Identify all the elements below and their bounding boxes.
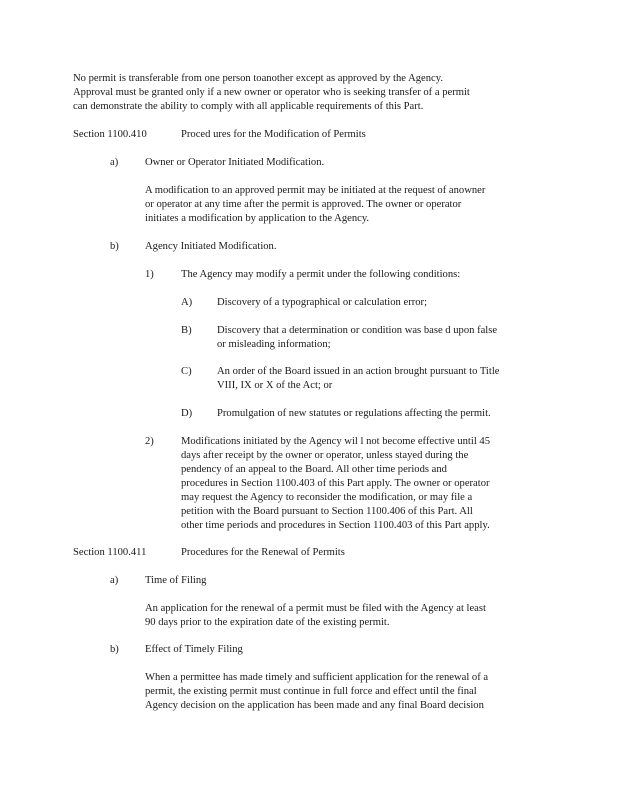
subitem-label-B: B) [181,325,192,336]
body-line: Agency decision on the application has been made and any final Board decision [145,700,484,711]
subsection-heading-time-of-filing: Time of Filing [145,575,207,586]
body-line: or operator at any time after the permit is approved. The owner or operator [145,199,462,210]
body-line: petition with the Board pursuant to Section 1100.406 of this Part. All [181,506,473,517]
body-line: An order of the Board issued in an action brought pursuant to Title [217,366,500,377]
section-410-number: Section 1100.410 [73,129,147,140]
body-line: Promulgation of new statutes or regulations affecting the permit. [217,408,491,419]
body-line: days after receipt by the owner or operator, unless stayed during the [181,450,469,461]
subitem-label-C: C) [181,366,192,377]
intro-line: can demonstrate the ability to comply with all applicable requirements of this Part. [73,101,424,112]
subsection-label-a: a) [110,575,119,586]
body-line: Discovery that a determination or condition was base d upon false [217,325,498,336]
body-line: Modifications initiated by the Agency wil l not become effective until 45 [181,436,491,447]
subsection-b-body [145,671,537,713]
item-2-body [181,435,537,533]
body-line: initiates a modification by application to the Agency. [145,213,370,224]
subitem-D-body [217,407,537,421]
subsection-a-body [145,602,537,630]
body-line: 90 days prior to the expiration date of the existing permit. [145,617,390,628]
body-line: procedures in Section 1100.403 of this Part apply. The owner or operator [181,478,490,489]
item-text-1: The Agency may modify a permit under the following conditions: [181,269,461,280]
body-line: A modification to an approved permit may be initiated at the request of anowner [145,185,486,196]
subsection-heading-owner-modification: Owner or Operator Initiated Modification. [145,157,325,168]
subitem-C-body [217,365,537,393]
intro-line: No permit is transferable from one person toanother except as approved by the Agency. [73,73,443,84]
subitem-A-body [217,296,537,310]
subsection-label-b: b) [110,644,119,655]
body-line: When a permittee has made timely and sufficient application for the renewal of a [145,672,489,683]
intro-paragraph [73,72,537,114]
subitem-label-D: D) [181,408,193,419]
subsection-label-a: a) [110,157,119,168]
subsection-heading-effect-timely-filing: Effect of Timely Filing [145,644,243,655]
body-line: Discovery of a typographical or calculation error; [217,297,428,308]
body-line: pendency of an appeal to the Board. All other time periods and [181,464,447,475]
subsection-label-b: b) [110,241,119,252]
item-label-1: 1) [145,269,154,280]
body-line: permit, the existing permit must continue in full force and effect until the final [145,686,477,697]
body-line: other time periods and procedures in Section 1100.403 of this Part apply. [181,520,490,531]
body-line: An application for the renewal of a permit must be filed with the Agency at least [145,603,486,614]
section-411-title: Procedures for the Renewal of Permits [181,547,345,558]
body-line: may request the Agency to reconsider the modification, or may file a [181,492,473,503]
subsection-a-body [145,184,537,226]
body-line: VIII, IX or X of the Act; or [217,380,333,391]
intro-line: Approval must be granted only if a new owner or operator who is seeking transfer of a permit [73,87,470,98]
subsection-heading-agency-modification: Agency Initiated Modification. [145,241,277,252]
subitem-label-A: A) [181,297,193,308]
subitem-B-body [217,324,537,352]
body-line: or misleading information; [217,339,331,350]
section-410-title: Proced ures for the Modification of Permits [181,129,366,140]
section-411-number: Section 1100.411 [73,547,147,558]
item-label-2: 2) [145,436,154,447]
